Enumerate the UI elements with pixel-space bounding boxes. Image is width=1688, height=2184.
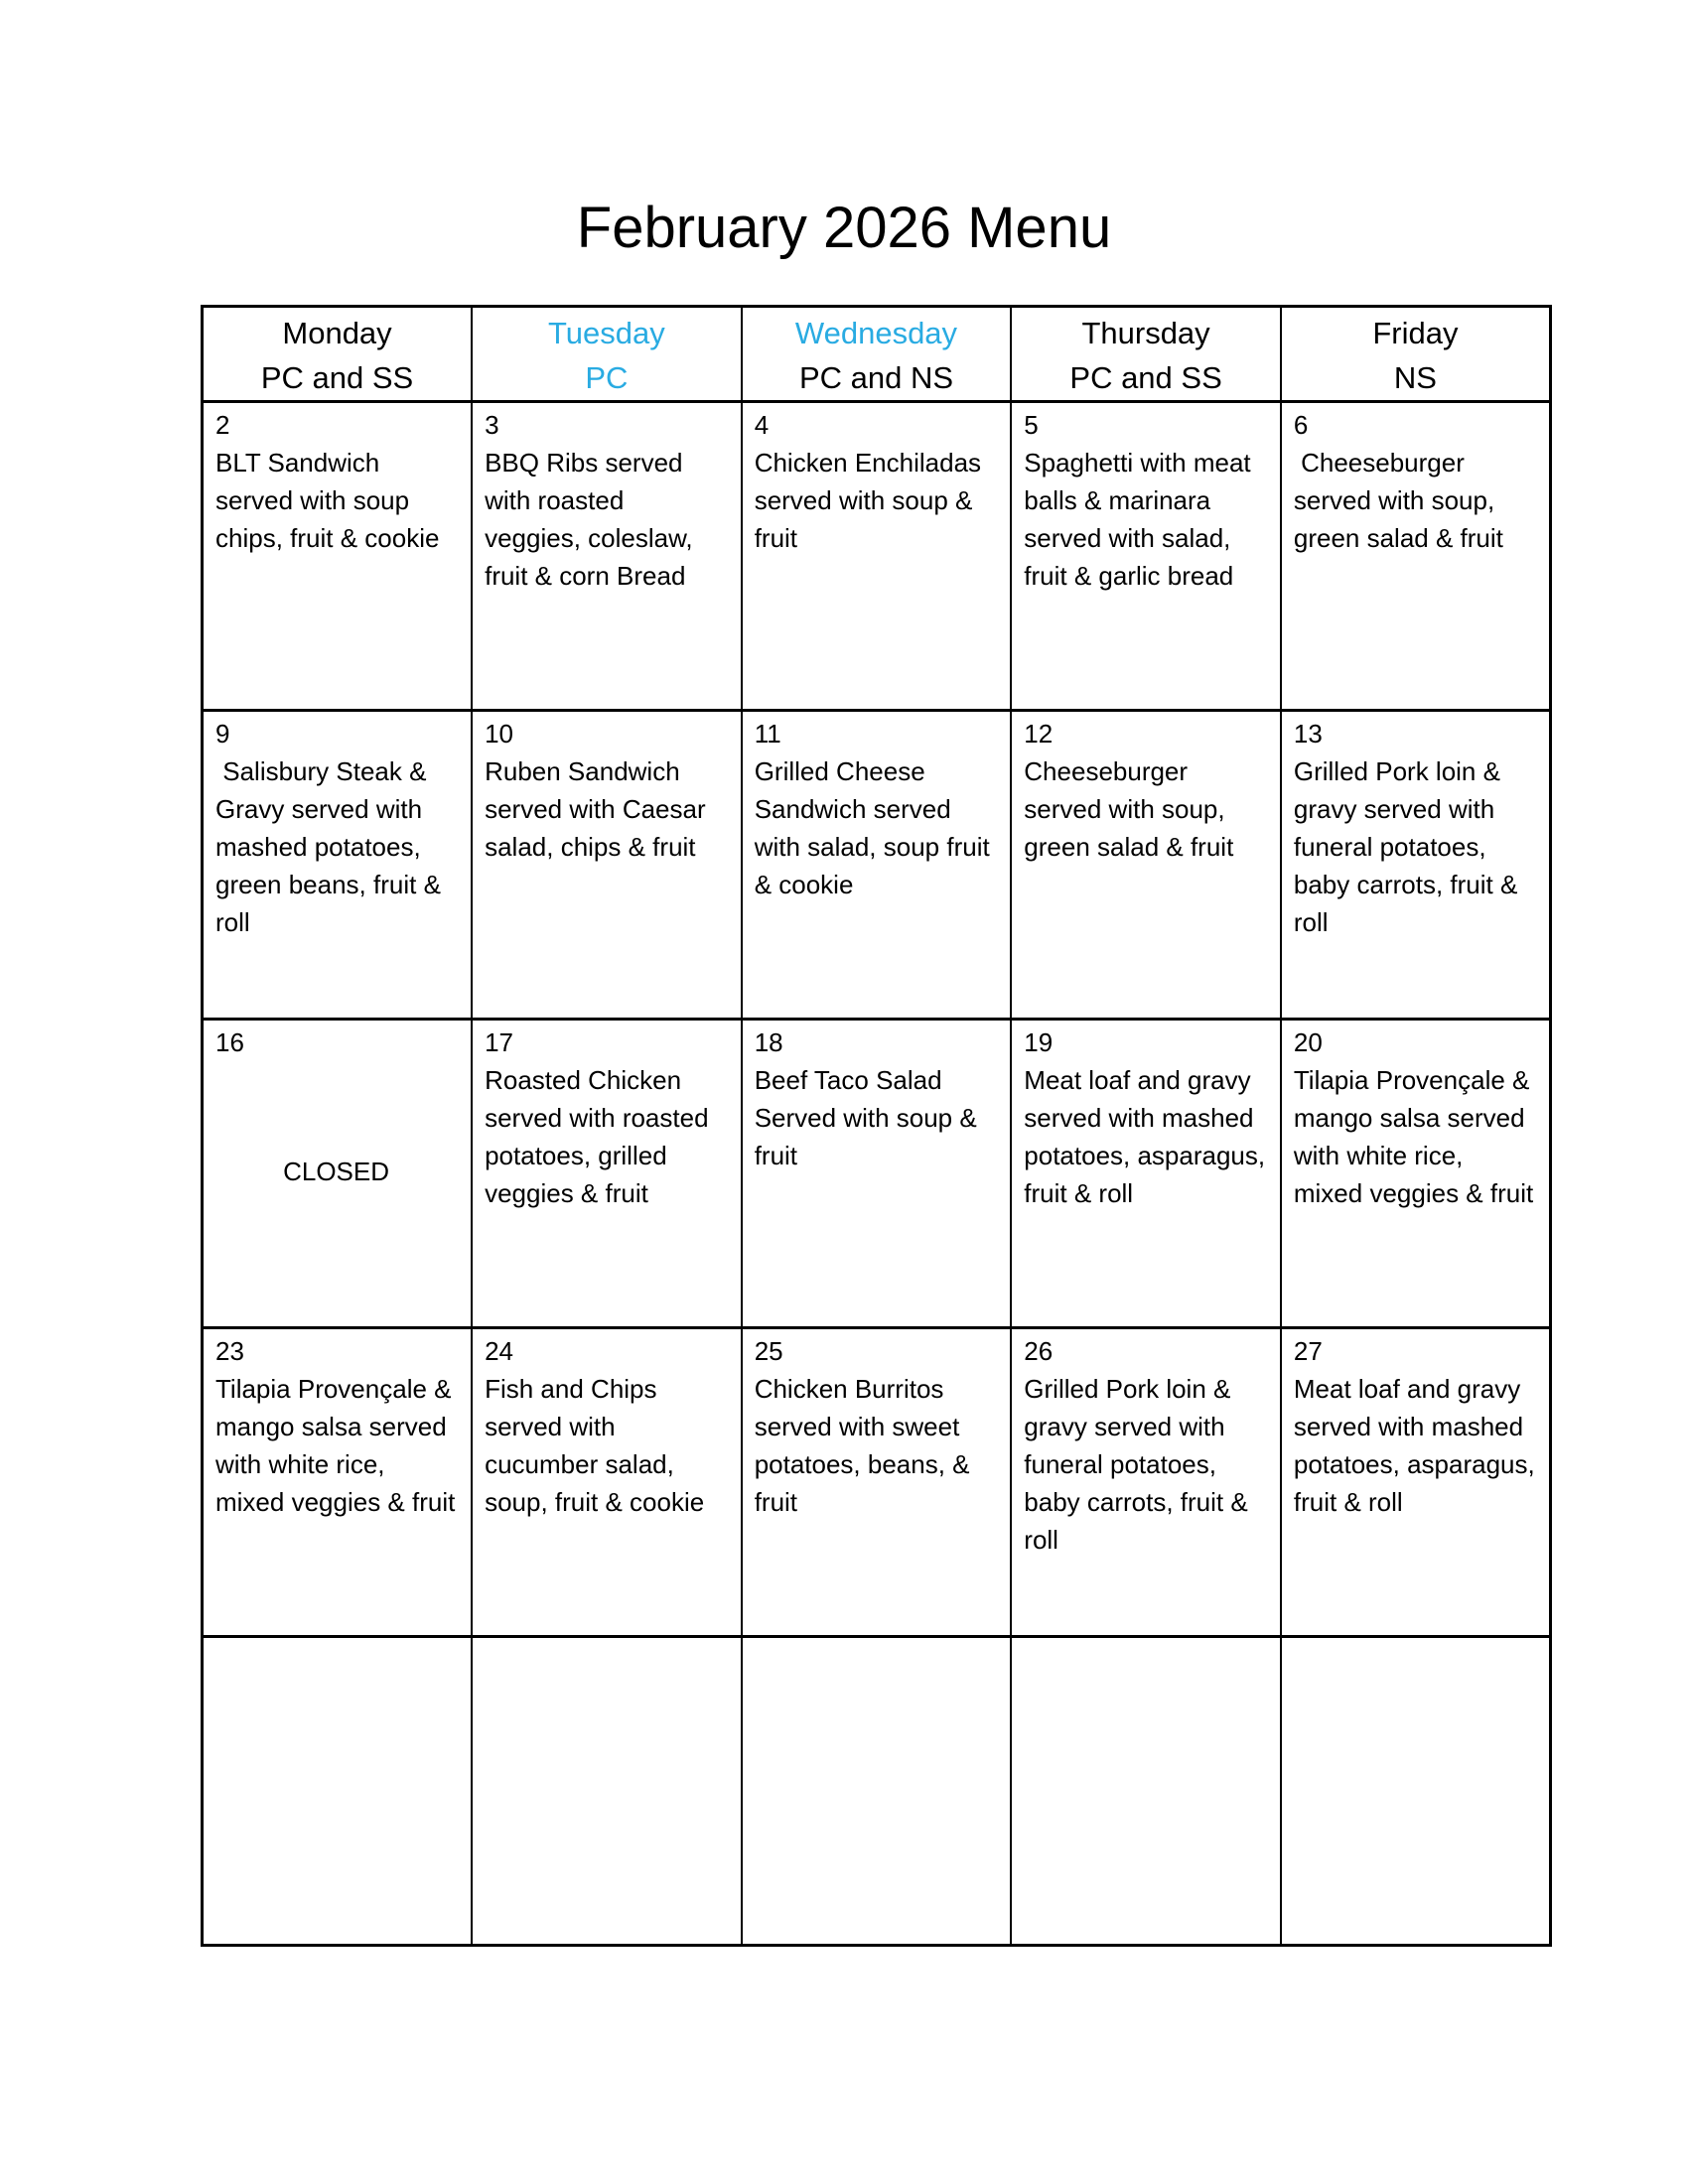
day-number: 2 <box>215 410 230 440</box>
day-number: 23 <box>215 1336 244 1366</box>
day-cell-18 <box>742 1020 1012 1328</box>
header-day-label: Wednesday <box>794 316 958 350</box>
header-sub-label: NS <box>1393 360 1437 395</box>
day-cell-23 <box>203 1328 473 1637</box>
day-number: 18 <box>754 1027 783 1057</box>
day-cell-26 <box>1011 1328 1281 1637</box>
header-day-label: Tuesday <box>548 316 665 350</box>
menu-text: Tilapia Provençale & mango salsa served with white rice, mixed veggies & fruit <box>215 1374 459 1517</box>
menu-text: Salisbury Steak & Gravy served with mashed potatoes, green beans, fruit & roll <box>215 756 449 937</box>
week-row-4 <box>203 1328 1551 1637</box>
week-row-2 <box>203 711 1551 1020</box>
day-cell-9 <box>203 711 473 1020</box>
header-cell-thursday <box>1011 307 1281 402</box>
day-cell-2 <box>203 402 473 711</box>
day-number: 19 <box>1024 1027 1054 1057</box>
header-cell-wednesday <box>742 307 1012 402</box>
day-number: 24 <box>485 1336 514 1366</box>
header-sub-label: PC and NS <box>798 360 954 395</box>
day-number: 3 <box>485 410 499 440</box>
day-number: 9 <box>215 719 230 749</box>
menu-text: Cheeseburger served with soup, green salad & fruit <box>1024 756 1234 862</box>
menu-text: Grilled Cheese Sandwich served with salad, soup fruit & cookie <box>754 756 997 899</box>
day-number: 10 <box>485 719 514 749</box>
day-cell-20 <box>1281 1020 1551 1328</box>
header-cell-tuesday <box>472 307 742 402</box>
header-day-label: Friday <box>1372 316 1459 350</box>
menu-text: Cheeseburger served with soup, green salad & fruit <box>1293 448 1503 553</box>
week-row-1 <box>203 402 1551 711</box>
menu-text: Meat loaf and gravy served with mashed potatoes, asparagus, fruit & roll <box>1293 1374 1542 1517</box>
day-cell-27 <box>1281 1328 1551 1637</box>
day-number: 27 <box>1293 1336 1323 1366</box>
day-cell-4 <box>742 402 1012 711</box>
menu-text: Ruben Sandwich served with Caesar salad, chips & fruit <box>485 756 713 862</box>
week-row-empty <box>203 1637 1551 1946</box>
day-number: 11 <box>754 719 781 749</box>
menu-text: Chicken Enchiladas served with soup & fruit <box>754 448 989 553</box>
menu-text: Tilapia Provençale & mango salsa served with white rice, mixed veggies & fruit <box>1293 1065 1537 1208</box>
menu-text: BBQ Ribs served with roasted veggies, coleslaw, fruit & corn Bread <box>485 448 700 591</box>
day-cell-19 <box>1011 1020 1281 1328</box>
day-cell-17 <box>472 1020 742 1328</box>
header-cell-friday <box>1281 307 1551 402</box>
day-cell-13 <box>1281 711 1551 1020</box>
menu-text: BLT Sandwich served with soup chips, fruit & cookie <box>215 448 440 553</box>
header-day-label: Monday <box>282 316 392 350</box>
header-sub-label: PC and SS <box>260 360 414 395</box>
menu-text: Grilled Pork loin & gravy served with funeral potatoes, baby carrots, fruit & roll <box>1293 756 1525 937</box>
day-cell-6 <box>1281 402 1551 711</box>
header-day-label: Thursday <box>1081 316 1210 350</box>
day-cell-16 <box>203 1020 473 1328</box>
empty-cell <box>1281 1637 1551 1946</box>
day-number: 4 <box>754 410 770 440</box>
menu-text: Meat loaf and gravy served with mashed potatoes, asparagus, fruit & roll <box>1024 1065 1273 1208</box>
day-cell-3 <box>472 402 742 711</box>
day-number: 12 <box>1024 719 1054 749</box>
day-number: 26 <box>1024 1336 1054 1366</box>
header-cell-monday <box>203 307 473 402</box>
menu-text: Grilled Pork loin & gravy served with funeral potatoes, baby carrots, fruit & roll <box>1024 1374 1255 1555</box>
day-number: 5 <box>1024 410 1039 440</box>
day-cell-24 <box>472 1328 742 1637</box>
header-row <box>203 307 1551 402</box>
menu-text: Roasted Chicken served with roasted potatoes, grilled veggies & fruit <box>485 1065 716 1208</box>
day-number: 17 <box>485 1027 514 1057</box>
page-title: February 2026 Menu <box>576 196 1112 260</box>
menu-text: Chicken Burritos served with sweet potatoes, beans, & fruit <box>754 1374 977 1517</box>
menu-text: Spaghetti with meat balls & marinara served with salad, fruit & garlic bread <box>1024 448 1258 591</box>
menu-text: Fish and Chips served with cucumber salad, soup, fruit & cookie <box>485 1374 705 1517</box>
day-cell-5 <box>1011 402 1281 711</box>
day-cell-25 <box>742 1328 1012 1637</box>
header-sub-label: PC and SS <box>1069 360 1222 395</box>
day-cell-10 <box>472 711 742 1020</box>
empty-cell <box>203 1637 473 1946</box>
week-row-3 <box>203 1020 1551 1328</box>
day-number: 6 <box>1293 410 1309 440</box>
day-cell-12 <box>1011 711 1281 1020</box>
menu-text: Beef Taco Salad Served with soup & fruit <box>754 1065 984 1170</box>
day-cell-11 <box>742 711 1012 1020</box>
closed-label: CLOSED <box>283 1157 389 1186</box>
menu-calendar <box>201 305 1552 1947</box>
day-number: 20 <box>1293 1027 1323 1057</box>
day-number: 25 <box>754 1336 783 1366</box>
empty-cell <box>742 1637 1012 1946</box>
header-sub-label: PC <box>585 360 629 395</box>
day-number: 16 <box>215 1027 244 1057</box>
empty-cell <box>472 1637 742 1946</box>
day-number: 13 <box>1293 719 1323 749</box>
empty-cell <box>1011 1637 1281 1946</box>
